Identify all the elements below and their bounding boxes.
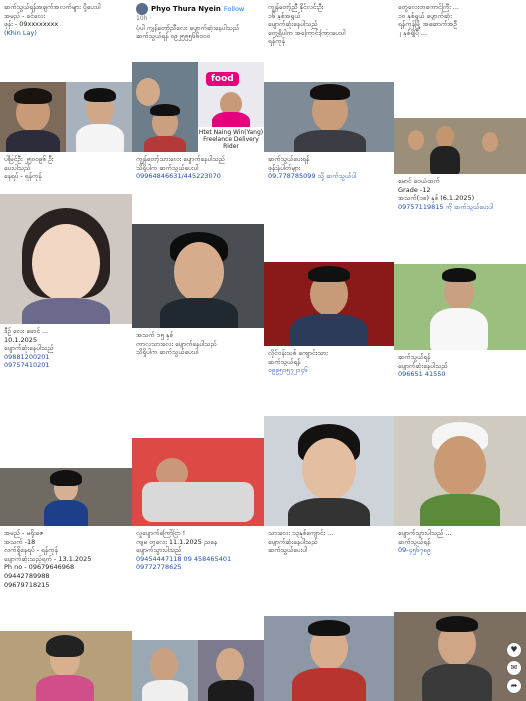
text-line: 09881200201 [4,352,50,361]
missing-person-photo[interactable] [66,82,132,152]
text-line: သိရှိပါက ဆက်သွယ်ပေးပါ [136,348,199,357]
text-line: လက်ရှိနေရပ် - ရန်ကုန် [4,546,58,555]
post-text-9 [0,324,132,468]
comment-icon[interactable]: ✉ [507,661,521,675]
text-line: 09-၄၅၆၇၈၉ [398,546,431,555]
text-line: 09757410201 [4,361,50,370]
missing-person-photo[interactable] [264,82,394,152]
post-header-row [136,3,260,15]
text-line: ပျောက်သွားပါသည် ... [398,529,452,537]
text-line: 09679718215 [4,580,50,589]
foodpanda-rider-photo[interactable] [198,62,264,152]
text-line: 09442789988 [4,571,50,580]
text-line: ရန်ကုန် [268,37,285,46]
text-line: တွေ့ရှိပါက အကြောင်းကြားပေးပါ [268,28,346,37]
text-line: ဖုန်းနံပါတ်များ [268,163,301,172]
post-text-1 [0,0,132,82]
text-line: ကျွန်တော့်သားလေး ပျောက်နေပါသည် [136,155,225,163]
text-line: ဆက်သွယ်ပေးရန် [268,155,310,163]
missing-person-photo[interactable] [0,631,132,701]
post-text-7 [264,152,394,262]
text-line: အသက် ၁၅ နှစ် [136,331,174,339]
text-line: ပါမြင်ဦး ၂၅၀၀၉၆ ဦး [4,155,54,163]
post-text-10 [132,328,264,438]
missing-person-photo[interactable] [132,640,198,701]
missing-person-photo[interactable] [0,82,66,152]
text-line: အသက်(၁၈) နှစ် (6.1.2025) [398,194,475,203]
post-text-14 [132,526,264,640]
text-line: ဆက်သွယ်ရန်အချက်အလက်များ ပို့ပေးပါ [4,3,101,11]
text-line: 09757119815 ကို ဆက်သွယ်ပေးပါ [398,202,493,211]
like-icon[interactable]: ♥ [507,643,521,657]
post-text-6 [132,152,264,224]
text-line: ပျောက်သွားပါသည် [136,546,182,555]
foodpanda-badge: food [206,72,239,86]
text-line: အမည် - ခင်လေး [4,11,45,20]
post-meta: 10h · [136,15,152,22]
post-text-15 [264,526,394,616]
missing-boy-photo[interactable] [132,224,264,328]
text-line: ပျောက်ဆုံးနေပါသည် [268,20,318,29]
text-line: ဆက်သွယ်ရန် [398,537,431,546]
author-name[interactable]: Phyo Thura Nyein [151,4,221,13]
text-line: အသက် -18 [4,537,36,546]
text-line: နေရပ် - ရန်ကုန် [4,172,42,181]
post-text-8 [394,174,526,264]
missing-person-photo[interactable] [394,264,526,350]
missing-person-photo[interactable] [198,640,264,701]
missing-boy-photo[interactable] [394,416,526,526]
text-line: 10.1.2025 [4,335,38,344]
rider-nameplate: Htet Naing Win(Yang) Freelance Delivery Rider [198,129,264,150]
text-line: 09964846631/445223070 [136,172,221,181]
text-line: အမည် - မရိုးဇေ [4,529,43,537]
text-line: ပျောက်ဆုံးနေပါသည် [398,361,448,370]
text-line: 096651 41550 [398,370,446,379]
text-line: ၂ နှစ်ရှိပြီ ... [398,28,428,37]
post-text-4 [394,0,526,118]
text-line: ကာလသားလေး ပျောက်နေပါသည် [136,339,217,348]
text-line: ဖုန်း - 09xxxxxxxx [4,20,59,29]
missing-person-photo[interactable] [394,118,526,174]
text-line: ဆက်သွယ်ရန် ၀၉၂၅၅၅၆၆၀၀၀ [136,32,211,41]
text-line: တွေလေးတကောင်ကြီး ... [398,3,459,11]
text-line: ဆက်သွယ်ရန် [268,357,301,366]
post-text-12 [394,350,526,416]
text-line: မောင် ဝေယံထက် [398,177,440,185]
facebook-post-header [132,0,264,62]
text-line: ပေးပါသည် [4,163,31,172]
text-line: 09.778785099 သို့ ဆက်သွယ်ပါ [268,172,357,181]
text-line: 09772778625 [136,563,182,572]
text-line: သိရှိပါက ဆက်သွယ်ပေးပါ [136,163,199,172]
text-line: သားလေး ၁၃နှစ်ကျောင်း ... [268,529,334,537]
reel-action-bar [504,643,524,693]
text-line: ပျောက်ဆုံးနေပါသည် [268,537,318,546]
text-line: 09454447118 09 458465401 [136,554,232,563]
missing-child-photo[interactable] [0,194,132,324]
text-line: ၀၉၉၅၁၅၇၂၁၄၆ [268,366,308,375]
hospital-photo[interactable] [132,438,264,526]
missing-person-photo[interactable] [264,616,394,701]
post-text-11 [264,346,394,416]
text-line: ကျမ တူလေး 11.1.2025 ညနေ [136,537,218,546]
text-line: ရန်ကုန်မြို့ အဆောက်အဦ [398,20,457,29]
missing-boy-photo[interactable] [264,416,394,526]
text-line: Ph no - 09679646968 [4,563,75,572]
follow-button[interactable]: Follow [223,4,245,13]
missing-person-photo[interactable] [264,262,394,346]
text-line: ကျွန်တော့်ညီ နိုင်လင်းဦး [268,3,324,11]
text-line: လိုင်ဝန်းသစ် ကျောင်းသား [268,349,328,357]
post-text-5 [0,152,132,194]
text-line: ပျောက်ဆုံးနေပါသည် [4,344,54,353]
text-line: ဒီဉ် လေး မောင် ... [4,327,49,335]
text-line: ဆက်သွယ်ပေးပါ [268,546,307,555]
text-line: လူပျောက်ကြော်ငြာ ! [136,529,186,537]
text-line: ပုံပါ ကျွန်တော့်ညီလေး ပျောက်ဆုံးနေပါသည် [136,23,240,32]
text-line: (Khin Lay) [4,28,37,37]
text-line: ပျောက်ဆုံးသည့်ရက် - 13.1.2025 [4,554,92,563]
missing-person-photo[interactable] [132,62,198,152]
share-icon[interactable]: ➦ [507,679,521,693]
avatar[interactable] [136,3,148,15]
text-line: ၁၆ နှစ်အရွယ် [268,11,301,20]
text-line: ဆက်သွယ်ရန် [398,353,431,361]
text-line: Grade -12 [398,185,431,194]
text-line: ၁၀ နှစ်ရွယ် ပျောက်ဆုံး [398,11,452,20]
post-text-16 [394,526,526,612]
post-text-13 [0,526,132,631]
post-text-3 [264,0,394,82]
missing-girl-photo[interactable] [0,468,132,526]
missing-person-photo[interactable] [394,612,526,701]
